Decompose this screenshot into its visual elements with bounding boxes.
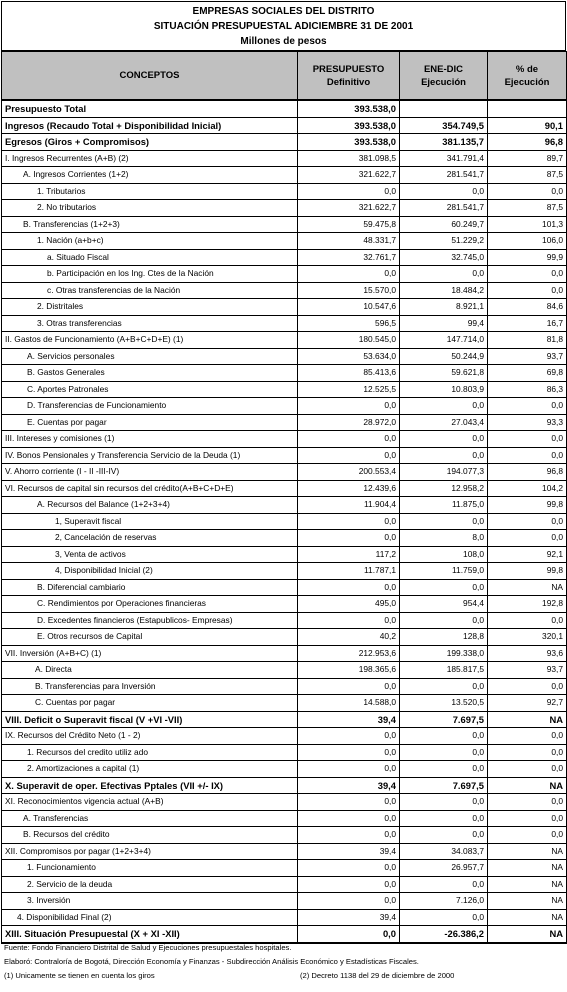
cell-presupuesto: 0,0	[298, 893, 400, 910]
cell-ejecucion: 0,0	[400, 183, 488, 200]
cell-concepto: A. Ingresos Corrientes (1+2)	[2, 167, 298, 184]
cell-ejecucion: 185.817,5	[400, 662, 488, 679]
cell-porcentaje: 86,3	[488, 381, 567, 398]
cell-presupuesto: 0,0	[298, 431, 400, 448]
cell-porcentaje: 89,7	[488, 150, 567, 167]
cell-concepto: A. Servicios personales	[2, 348, 298, 365]
cell-concepto: Egresos (Giros + Compromisos)	[2, 134, 298, 151]
cell-concepto: B. Transferencias para Inversión	[2, 678, 298, 695]
cell-concepto: C. Cuentas por pagar	[2, 695, 298, 712]
cell-presupuesto: 28.972,0	[298, 414, 400, 431]
cell-concepto: X. Superavit de oper. Efectivas Pptales (VII +/- IX)	[2, 777, 298, 794]
report-title: EMPRESAS SOCIALES DEL DISTRITO	[192, 6, 375, 17]
table-row	[2, 167, 567, 184]
cell-presupuesto: 39,4	[298, 711, 400, 728]
cell-concepto: VIII. Deficit o Superavit fiscal (V +VI -VII)	[2, 711, 298, 728]
cell-porcentaje: 0,0	[488, 810, 567, 827]
table-header-row	[2, 52, 567, 101]
table-row	[2, 100, 567, 117]
cell-ejecucion: 0,0	[400, 431, 488, 448]
cell-porcentaje: 16,7	[488, 315, 567, 332]
cell-porcentaje: 0,0	[488, 678, 567, 695]
cell-concepto: 2, Cancelación de reservas	[2, 530, 298, 547]
table-row	[2, 134, 567, 151]
cell-ejecucion: 11.875,0	[400, 497, 488, 514]
cell-presupuesto: 14.588,0	[298, 695, 400, 712]
cell-presupuesto: 0,0	[298, 398, 400, 415]
cell-concepto: 3. Inversión	[2, 893, 298, 910]
report-subtitle: SITUACIÓN PRESUPUESTAL ADICIEMBRE 31 DE 2001	[153, 21, 414, 32]
cell-presupuesto: 393.538,0	[298, 117, 400, 134]
cell-ejecucion: 99,4	[400, 315, 488, 332]
cell-concepto: B. Transferencias (1+2+3)	[2, 216, 298, 233]
table-row	[2, 117, 567, 134]
cell-porcentaje: 99,8	[488, 497, 567, 514]
cell-porcentaje: NA	[488, 777, 567, 794]
cell-porcentaje: 69,8	[488, 365, 567, 382]
cell-ejecucion: 0,0	[400, 447, 488, 464]
cell-ejecucion: 147.714,0	[400, 332, 488, 349]
cell-porcentaje: 0,0	[488, 266, 567, 283]
cell-concepto: A. Directa	[2, 662, 298, 679]
table-row	[2, 843, 567, 860]
cell-porcentaje: 87,5	[488, 167, 567, 184]
table-row	[2, 530, 567, 547]
cell-porcentaje: 87,5	[488, 200, 567, 217]
cell-porcentaje: 0,0	[488, 398, 567, 415]
cell-porcentaje: 0,0	[488, 728, 567, 745]
cell-ejecucion: 0,0	[400, 612, 488, 629]
cell-concepto: D. Excedentes financieros (Estapublicos- Empresas)	[2, 612, 298, 629]
footnote-2: (2) Decreto 1138 del 29 de diciembre de 2000	[300, 971, 455, 980]
cell-presupuesto: 393.538,0	[298, 100, 400, 117]
cell-concepto: III. Intereses y comisiones (1)	[2, 431, 298, 448]
cell-ejecucion: -26.386,2	[400, 926, 488, 943]
table-row	[2, 810, 567, 827]
cell-concepto: VI. Recursos de capital sin recursos del crédito(A+B+C+D+E)	[2, 480, 298, 497]
cell-concepto: V. Ahorro corriente (I - II -III-IV)	[2, 464, 298, 481]
cell-presupuesto: 180.545,0	[298, 332, 400, 349]
cell-concepto: C. Aportes Patronales	[2, 381, 298, 398]
cell-presupuesto: 0,0	[298, 183, 400, 200]
cell-presupuesto: 0,0	[298, 447, 400, 464]
cell-ejecucion: 60.249,7	[400, 216, 488, 233]
cell-porcentaje: 320,1	[488, 629, 567, 646]
cell-concepto: IX. Recursos del Crédito Neto (1 - 2)	[2, 728, 298, 745]
table-row	[2, 612, 567, 629]
table-row	[2, 629, 567, 646]
cell-concepto: D. Transferencias de Funcionamiento	[2, 398, 298, 415]
cell-presupuesto: 0,0	[298, 744, 400, 761]
cell-presupuesto: 381.098,5	[298, 150, 400, 167]
cell-porcentaje: NA	[488, 893, 567, 910]
cell-ejecucion: 281.541,7	[400, 200, 488, 217]
cell-concepto: a. Situado Fiscal	[2, 249, 298, 266]
cell-concepto: b. Participación en los Ing. Ctes de la Nación	[2, 266, 298, 283]
table-row	[2, 761, 567, 778]
cell-ejecucion: 0,0	[400, 513, 488, 530]
cell-porcentaje: 0,0	[488, 282, 567, 299]
cell-porcentaje: 96,8	[488, 464, 567, 481]
cell-concepto: c. Otras transferencias de la Nación	[2, 282, 298, 299]
cell-presupuesto: 0,0	[298, 266, 400, 283]
cell-porcentaje: 84,6	[488, 299, 567, 316]
cell-porcentaje: 0,0	[488, 183, 567, 200]
cell-concepto: 3. Otras transferencias	[2, 315, 298, 332]
cell-ejecucion: 7.126,0	[400, 893, 488, 910]
table-row	[2, 183, 567, 200]
table-row	[2, 431, 567, 448]
cell-presupuesto: 200.553,4	[298, 464, 400, 481]
cell-porcentaje: 0,0	[488, 431, 567, 448]
cell-ejecucion: 51.229,2	[400, 233, 488, 250]
header-ejecucion-line2: Ejecución	[421, 76, 466, 88]
cell-concepto: 4. Disponibilidad Final (2)	[2, 909, 298, 926]
cell-concepto: 1. Nación (a+b+c)	[2, 233, 298, 250]
table-row	[2, 695, 567, 712]
cell-concepto: 1, Superavit fiscal	[2, 513, 298, 530]
cell-concepto: 1. Tributarios	[2, 183, 298, 200]
report-units: Millones de pesos	[240, 36, 327, 47]
cell-concepto: 2. Distritales	[2, 299, 298, 316]
table-row	[2, 546, 567, 563]
cell-concepto: 2. No tributarios	[2, 200, 298, 217]
cell-presupuesto: 0,0	[298, 860, 400, 877]
budget-table	[1, 51, 567, 944]
cell-presupuesto: 0,0	[298, 926, 400, 943]
cell-porcentaje: 0,0	[488, 761, 567, 778]
cell-porcentaje: NA	[488, 860, 567, 877]
cell-porcentaje: 106,0	[488, 233, 567, 250]
table-row	[2, 398, 567, 415]
cell-ejecucion: 11.759,0	[400, 563, 488, 580]
cell-concepto: E. Otros recursos de Capital	[2, 629, 298, 646]
cell-concepto: I. Ingresos Recurrentes (A+B) (2)	[2, 150, 298, 167]
header-conceptos	[2, 52, 298, 101]
cell-porcentaje: 93,7	[488, 348, 567, 365]
cell-presupuesto: 32.761,7	[298, 249, 400, 266]
cell-presupuesto: 11.787,1	[298, 563, 400, 580]
cell-concepto: XIII. Situación Presupuestal (X + XI -XII)	[2, 926, 298, 943]
cell-concepto: 4, Disponibilidad Inicial (2)	[2, 563, 298, 580]
table-row	[2, 497, 567, 514]
cell-presupuesto: 0,0	[298, 827, 400, 844]
cell-ejecucion: 18.484,2	[400, 282, 488, 299]
cell-ejecucion: 0,0	[400, 398, 488, 415]
footer-source: Fuente: Fondo Financiero Distrital de Salud y Ejecuciones presupuestales hospitales.	[4, 943, 292, 952]
table-row	[2, 315, 567, 332]
cell-ejecucion: 0,0	[400, 579, 488, 596]
cell-ejecucion: 34.083,7	[400, 843, 488, 860]
cell-ejecucion: 199.338,0	[400, 645, 488, 662]
cell-presupuesto: 48.331,7	[298, 233, 400, 250]
cell-ejecucion: 0,0	[400, 876, 488, 893]
cell-presupuesto: 11.904,4	[298, 497, 400, 514]
table-row	[2, 513, 567, 530]
cell-presupuesto: 0,0	[298, 579, 400, 596]
cell-porcentaje: 99,8	[488, 563, 567, 580]
cell-porcentaje	[488, 100, 567, 117]
cell-ejecucion: 26.957,7	[400, 860, 488, 877]
table-row	[2, 645, 567, 662]
table-row	[2, 414, 567, 431]
table-row	[2, 744, 567, 761]
table-row	[2, 266, 567, 283]
cell-presupuesto: 12.525,5	[298, 381, 400, 398]
cell-ejecucion: 8,0	[400, 530, 488, 547]
report-title-block	[1, 1, 566, 51]
cell-ejecucion: 13.520,5	[400, 695, 488, 712]
cell-ejecucion: 954,4	[400, 596, 488, 613]
cell-presupuesto: 0,0	[298, 810, 400, 827]
cell-porcentaje: NA	[488, 711, 567, 728]
cell-presupuesto: 117,2	[298, 546, 400, 563]
table-row	[2, 860, 567, 877]
cell-presupuesto: 0,0	[298, 678, 400, 695]
cell-concepto: A. Transferencias	[2, 810, 298, 827]
cell-concepto: C. Rendimientos por Operaciones financieras	[2, 596, 298, 613]
cell-porcentaje: 192,8	[488, 596, 567, 613]
cell-presupuesto: 0,0	[298, 612, 400, 629]
cell-porcentaje: 92,1	[488, 546, 567, 563]
table-row	[2, 233, 567, 250]
table-row	[2, 216, 567, 233]
table-row	[2, 563, 567, 580]
cell-concepto: XII. Compromisos por pagar (1+2+3+4)	[2, 843, 298, 860]
cell-concepto: XI. Reconocimientos vigencia actual (A+B)	[2, 794, 298, 811]
cell-ejecucion: 59.621,8	[400, 365, 488, 382]
table-row	[2, 299, 567, 316]
table-row	[2, 728, 567, 745]
table-row	[2, 926, 567, 943]
cell-ejecucion: 50.244,9	[400, 348, 488, 365]
cell-porcentaje: 99,9	[488, 249, 567, 266]
cell-presupuesto: 596,5	[298, 315, 400, 332]
table-body	[2, 100, 567, 943]
cell-presupuesto: 39,4	[298, 843, 400, 860]
cell-porcentaje: 90,1	[488, 117, 567, 134]
cell-presupuesto: 212.953,6	[298, 645, 400, 662]
table-row	[2, 909, 567, 926]
header-ejecucion-line1: ENE-DIC	[423, 63, 464, 75]
cell-ejecucion: 341.791,4	[400, 150, 488, 167]
cell-presupuesto: 12.439,6	[298, 480, 400, 497]
header-presupuesto-line2: Definitivo	[326, 76, 371, 88]
cell-presupuesto: 321.622,7	[298, 167, 400, 184]
cell-porcentaje: 0,0	[488, 447, 567, 464]
table-row	[2, 200, 567, 217]
table-row	[2, 596, 567, 613]
cell-concepto: 1. Funcionamiento	[2, 860, 298, 877]
cell-ejecucion: 0,0	[400, 266, 488, 283]
table-row	[2, 579, 567, 596]
table-row	[2, 447, 567, 464]
cell-concepto: Presupuesto Total	[2, 100, 298, 117]
table-row	[2, 480, 567, 497]
cell-ejecucion: 281.541,7	[400, 167, 488, 184]
table-row	[2, 365, 567, 382]
footer-notes	[4, 941, 564, 983]
table-row	[2, 893, 567, 910]
cell-ejecucion: 0,0	[400, 761, 488, 778]
cell-presupuesto: 40,2	[298, 629, 400, 646]
footnote-1: (1) Unicamente se tienen en cuenta los giros	[4, 971, 155, 980]
cell-concepto: B. Gastos Generales	[2, 365, 298, 382]
header-porcentaje	[488, 52, 567, 101]
cell-porcentaje: 92,7	[488, 695, 567, 712]
cell-porcentaje: NA	[488, 876, 567, 893]
cell-ejecucion: 8.921,1	[400, 299, 488, 316]
cell-porcentaje: NA	[488, 909, 567, 926]
table-row	[2, 777, 567, 794]
cell-ejecucion: 108,0	[400, 546, 488, 563]
cell-ejecucion: 10.803,9	[400, 381, 488, 398]
cell-concepto: VII. Inversión (A+B+C) (1)	[2, 645, 298, 662]
cell-ejecucion: 381.135,7	[400, 134, 488, 151]
cell-concepto: E. Cuentas por pagar	[2, 414, 298, 431]
cell-porcentaje: NA	[488, 579, 567, 596]
cell-ejecucion: 0,0	[400, 728, 488, 745]
cell-ejecucion: 32.745,0	[400, 249, 488, 266]
footer-prepared-by: Elaboró: Contraloría de Bogotá, Dirección Economía y Finanzas - Subdirección Análisis Económico y Estadísticas Fiscales.	[4, 957, 419, 966]
header-porcentaje-line2: Ejecución	[504, 76, 550, 88]
cell-porcentaje: 93,3	[488, 414, 567, 431]
cell-presupuesto: 0,0	[298, 876, 400, 893]
cell-ejecucion: 12.958,2	[400, 480, 488, 497]
cell-porcentaje: 93,7	[488, 662, 567, 679]
cell-concepto: A. Recursos del Balance (1+2+3+4)	[2, 497, 298, 514]
cell-ejecucion: 128,8	[400, 629, 488, 646]
cell-concepto: 2. Amortizaciones a capital (1)	[2, 761, 298, 778]
cell-porcentaje: 0,0	[488, 513, 567, 530]
cell-ejecucion: 0,0	[400, 909, 488, 926]
cell-concepto: B. Recursos del crédito	[2, 827, 298, 844]
cell-concepto: II. Gastos de Funcionamiento (A+B+C+D+E) (1)	[2, 332, 298, 349]
footer-footnotes	[4, 969, 564, 983]
cell-presupuesto: 198.365,6	[298, 662, 400, 679]
cell-ejecucion: 7.697,5	[400, 777, 488, 794]
cell-presupuesto: 0,0	[298, 530, 400, 547]
cell-presupuesto: 10.547,6	[298, 299, 400, 316]
cell-porcentaje: 0,0	[488, 744, 567, 761]
cell-ejecucion	[400, 100, 488, 117]
cell-presupuesto: 0,0	[298, 513, 400, 530]
cell-ejecucion: 27.043,4	[400, 414, 488, 431]
table-row	[2, 827, 567, 844]
cell-presupuesto: 59.475,8	[298, 216, 400, 233]
cell-concepto: 2. Servicio de la deuda	[2, 876, 298, 893]
cell-presupuesto: 39,4	[298, 777, 400, 794]
cell-concepto: 1. Recursos del credito utiliz ado	[2, 744, 298, 761]
cell-ejecucion: 0,0	[400, 810, 488, 827]
table-row	[2, 348, 567, 365]
cell-ejecucion: 0,0	[400, 794, 488, 811]
table-row	[2, 876, 567, 893]
cell-concepto: B. Diferencial cambiario	[2, 579, 298, 596]
header-ejecucion	[400, 52, 488, 101]
cell-porcentaje: 0,0	[488, 827, 567, 844]
table-row	[2, 332, 567, 349]
table-row	[2, 711, 567, 728]
header-conceptos-label: CONCEPTOS	[119, 70, 180, 81]
cell-presupuesto: 0,0	[298, 728, 400, 745]
cell-porcentaje: NA	[488, 926, 567, 943]
cell-presupuesto: 15.570,0	[298, 282, 400, 299]
header-presupuesto	[298, 52, 400, 101]
cell-porcentaje: 101,3	[488, 216, 567, 233]
cell-porcentaje: 93,6	[488, 645, 567, 662]
cell-concepto: 3, Venta de activos	[2, 546, 298, 563]
table-row	[2, 381, 567, 398]
cell-ejecucion: 0,0	[400, 827, 488, 844]
cell-concepto: Ingresos (Recaudo Total + Disponibilidad Inicial)	[2, 117, 298, 134]
cell-ejecucion: 0,0	[400, 744, 488, 761]
cell-presupuesto: 39,4	[298, 909, 400, 926]
cell-porcentaje: 0,0	[488, 530, 567, 547]
table-row	[2, 150, 567, 167]
cell-presupuesto: 495,0	[298, 596, 400, 613]
cell-porcentaje: 96,8	[488, 134, 567, 151]
cell-concepto: IV. Bonos Pensionales y Transferencia Servicio de la Deuda (1)	[2, 447, 298, 464]
header-porcentaje-line1: % de	[515, 63, 539, 75]
cell-ejecucion: 354.749,5	[400, 117, 488, 134]
table-row	[2, 464, 567, 481]
cell-presupuesto: 85.413,6	[298, 365, 400, 382]
cell-porcentaje: 81,8	[488, 332, 567, 349]
cell-porcentaje: NA	[488, 843, 567, 860]
cell-presupuesto: 53.634,0	[298, 348, 400, 365]
cell-presupuesto: 0,0	[298, 761, 400, 778]
cell-ejecucion: 7.697,5	[400, 711, 488, 728]
cell-porcentaje: 104,2	[488, 480, 567, 497]
cell-ejecucion: 194.077,3	[400, 464, 488, 481]
table-row	[2, 794, 567, 811]
cell-presupuesto: 321.622,7	[298, 200, 400, 217]
cell-ejecucion: 0,0	[400, 678, 488, 695]
table-row	[2, 662, 567, 679]
header-presupuesto-line1: PRESUPUESTO	[312, 63, 385, 75]
table-row	[2, 282, 567, 299]
cell-porcentaje: 0,0	[488, 612, 567, 629]
table-row	[2, 678, 567, 695]
cell-presupuesto: 393.538,0	[298, 134, 400, 151]
cell-presupuesto: 0,0	[298, 794, 400, 811]
cell-porcentaje: 0,0	[488, 794, 567, 811]
table-row	[2, 249, 567, 266]
